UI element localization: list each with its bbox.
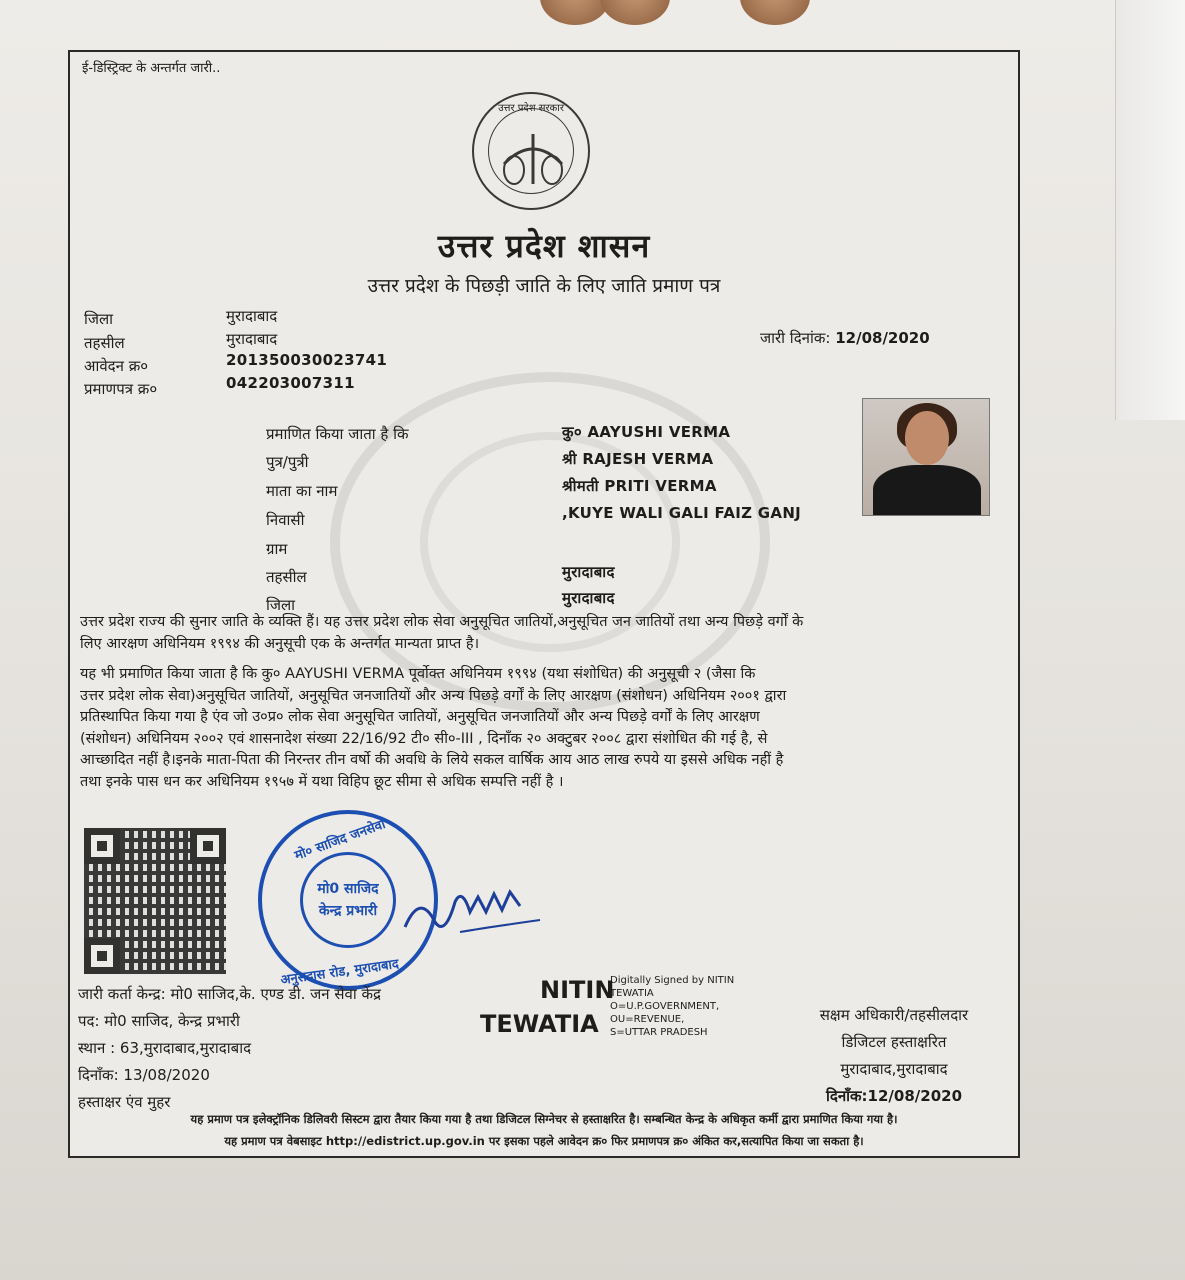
sig-detail: OU=REVENUE, (610, 1014, 685, 1025)
mother-name: श्रीमती PRITI VERMA (562, 477, 717, 495)
emblem-text: उत्तर प्रदेश सरकार (498, 103, 564, 114)
issue-date-label: जारी दिनांक: (760, 329, 831, 347)
resident-address: ,KUYE WALI GALI FAIZ GANJ (562, 504, 802, 522)
paragraph-line: यह भी प्रमाणित किया जाता है कि कु० AAYUSHI VERMA पूर्वोक्त अधिनियम १९९४ (यथा संशोधित) की अनुसूची २ (जैसा कि (80, 666, 756, 682)
applicant-name: कु० AAYUSHI VERMA (562, 423, 731, 441)
stamp-name: मो0 साजिद (317, 881, 379, 897)
issuer-post: पद: मो0 साजिद, केन्द्र प्रभारी (78, 1012, 240, 1030)
paragraph-line: उत्तर प्रदेश राज्य की सुनार जाति के व्यक्ति हैं। यह उत्तर प्रदेश लोक सेवा अनुसूचित जातियों,अनुसूचित जन जातियों तथा अन्य पिछड़े वर्गों के (80, 614, 804, 630)
application-number: 20135003002374​1 (226, 351, 388, 369)
village-label: ग्राम (266, 540, 288, 558)
issue-date (760, 328, 930, 348)
issuer-date: दिनाँक: 13/08/2020 (78, 1066, 210, 1084)
authority-block (774, 1002, 1014, 1110)
issuing-center: जारी कर्ता केन्द्र: मो0 साजिद,के. एण्ड डी. जन सेवा केंद्र (78, 985, 381, 1003)
paragraph-caste (80, 612, 1010, 655)
authority-place: मुरादाबाद,मुरादाबाद (840, 1060, 948, 1078)
paragraph-line: प्रतिस्थापित किया गया है एंव जो उ०प्र० लोक सेवा अनुसूचित जातियों, अनुसूचित जनजातियों और अन्य पिछड़े वर्गों के लिए आरक्षण (80, 709, 760, 726)
tehsil-value: मुरादाबाद (226, 330, 278, 348)
resident-label: निवासी (266, 511, 305, 529)
authority-title: सक्षम अधिकारी/तहसीलदार (819, 1006, 969, 1024)
footer-note-2: यह प्रमाण पत्र वेबसाइट http://edistrict.up.gov.in पर इसका पहले आवेदन क्र० फिर प्रमाणपत्र क्र० अंकित कर,सत्यापित किया जा सकता है। (224, 1134, 864, 1148)
detail-district-label: जिला (266, 596, 296, 614)
digital-signature-details (610, 974, 734, 1039)
footer-note-1: यह प्रमाण पत्र इलेक्ट्रॉनिक डिलिवरी सिस्टम द्वारा तैयार किया गया है तथा डिजिटल सिग्नेचर से हस्ताक्षरित है। सम्बन्धित केन्द्र के अधिकृत कर्मी द्वारा प्रमाणित किया गया है। (190, 1112, 898, 1126)
sig-detail: TEWATIA (610, 988, 654, 999)
sig-detail: S=UTTAR PRADESH (610, 1027, 708, 1038)
authority-signed: डिजिटल हस्ताक्षरित (841, 1033, 947, 1051)
up-government-emblem (472, 92, 590, 210)
tehsil-label: तहसील (84, 334, 125, 352)
paragraph-line: लिए आरक्षण अधिनियम १९९४ की अनुसूची एक के अन्तर्गत मान्यता प्राप्त है। (80, 635, 480, 652)
stamp-post: केन्द्र प्रभारी (318, 903, 378, 919)
certificate-number-label: प्रमाणपत्र क्र० (84, 380, 158, 398)
district-value: मुरादाबाद (226, 307, 278, 325)
qr-code (84, 828, 226, 974)
district-label: जिला (84, 310, 114, 328)
paragraph-line: (संशोधन) अधिनियम २००२ एवं शासनादेश संख्या 22/16/92 टी० सी०-III , दिनाँक २० अक्टुबर २००८ द्वारा संशोधित की गई है, से (80, 730, 768, 747)
handwritten-signature (400, 872, 550, 942)
paragraph-line: आच्छादित नहीं है।इनके माता-पिता की निरन्तर तीन वर्षो की अवधि के लिये सकल वार्षिक आय आठ लाख रुपये या इससे अधिक नहीं है (80, 752, 784, 769)
applicant-photo (862, 398, 990, 516)
background-sheet (1115, 0, 1185, 420)
sig-detail: O=U.P.GOVERNMENT, (610, 1001, 720, 1012)
page-title: उत्तर प्रदेश शासन (437, 227, 651, 265)
application-label: आवेदन क्र० (84, 357, 149, 375)
signer-last-name: TEWATIA (480, 1010, 599, 1038)
certificate-subtitle: उत्तर प्रदेश के पिछड़ी जाति के लिए जाति प्रमाण पत्र (367, 275, 721, 297)
caste-certificate (68, 50, 1020, 1158)
detail-district-value: मुरादाबाद (562, 589, 615, 607)
certificate-number: 042203007311 (226, 374, 355, 392)
certified-label: प्रमाणित किया जाता है कि (266, 425, 409, 443)
stamp-ring-bottom: अनुसदास रोड, मुरादाबाद (279, 956, 400, 989)
paragraph-certification (80, 664, 1010, 794)
stamp-ring-top: मो० साजिद जनसेवा (292, 817, 388, 864)
issuer-place: स्थान : 63,मुरादाबाद,मुरादाबाद (78, 1039, 252, 1057)
detail-tehsil-label: तहसील (266, 568, 307, 586)
detail-tehsil-value: मुरादाबाद (562, 563, 615, 581)
issue-date-value: 12/08/2020 (835, 329, 930, 347)
header-note: ई-डिस्ट्रिक्ट के अन्तर्गत जारी.. (82, 61, 221, 76)
signer-first-name: NITIN (540, 976, 615, 1004)
sign-and-seal: हस्ताक्षर एंव मुहर (78, 1093, 171, 1111)
digital-signature-block (480, 974, 770, 1044)
mother-label: माता का नाम (266, 482, 338, 500)
father-name: श्री RAJESH VERMA (562, 450, 714, 468)
child-of-label: पुत्र/पुत्री (266, 453, 309, 471)
paragraph-line: तथा इनके पास धन कर अधिनियम १९५७ में यथा विहिप छूट सीमा से अधिक सम्पत्ति नहीं है । (80, 773, 564, 790)
authority-date: दिनाँक:12/08/2020 (825, 1087, 963, 1105)
paragraph-line: उत्तर प्रदेश लोक सेवा)अनुसूचित जातियों, अनुसूचित जनजातियों और अन्य पिछड़े वर्गों के लिए आरक्षण (संशोधन) अधिनियम २००१ द्वारा (80, 687, 787, 704)
sig-detail: Digitally Signed by NITIN (610, 975, 735, 986)
